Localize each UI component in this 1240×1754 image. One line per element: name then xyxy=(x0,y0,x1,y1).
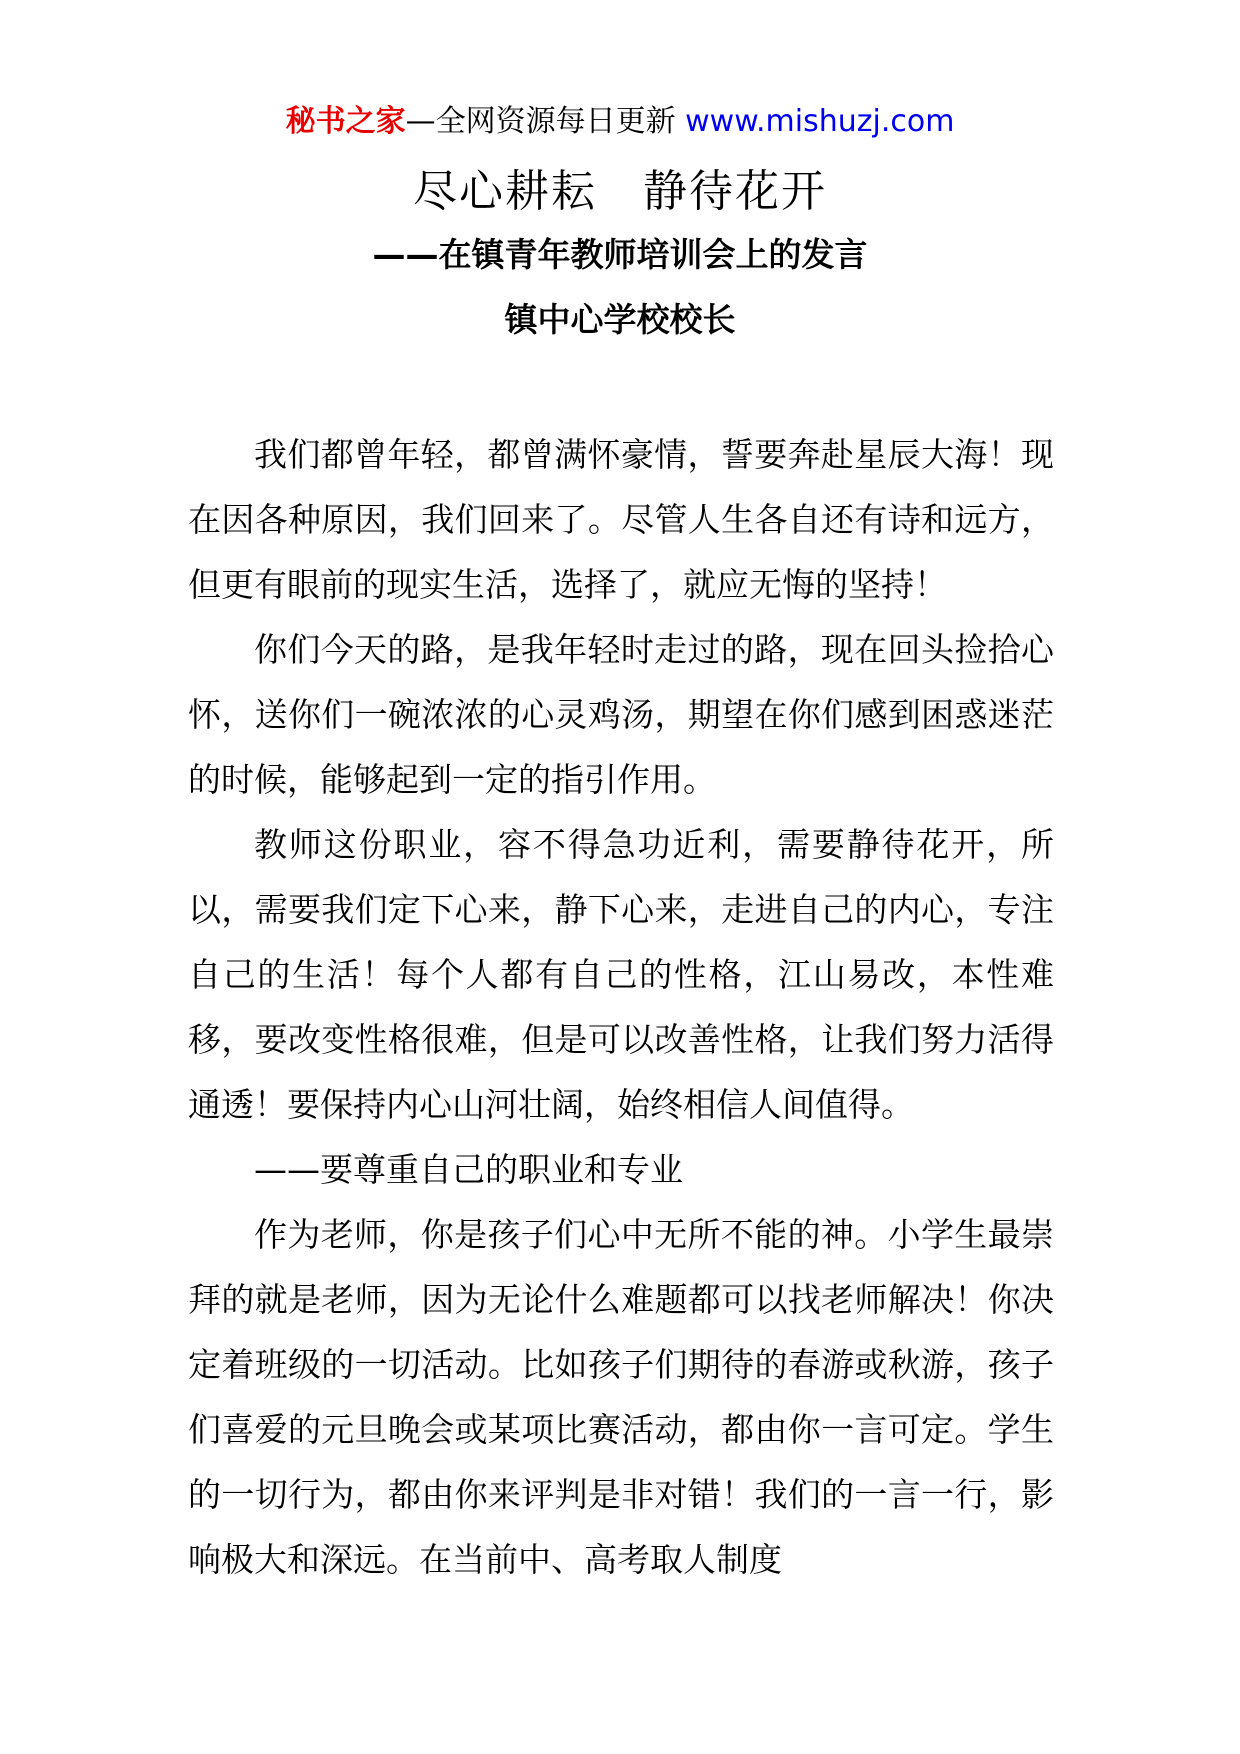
document-title: 尽心耕耘 静待花开 xyxy=(413,166,827,217)
site-tagline: —全网资源每日更新 xyxy=(405,104,676,139)
paragraph-2: 你们今天的路，是我年轻时走过的路，现在回头捡拾心怀，送你们一碗浓浓的心灵鸡汤，期望在你们感到困惑迷茫的时候，能够起到一定的指引作用。 xyxy=(188,630,1054,799)
paragraph-1: 我们都曾年轻，都曾满怀豪情，誓要奔赴星辰大海！现在因各种原因，我们回来了。尽管人生各自还有诗和远方，但更有眼前的现实生活，选择了，就应无悔的坚持！ xyxy=(188,435,1054,604)
document-body xyxy=(188,422,1054,1592)
document-subtitle: ——在镇青年教师培训会上的发言 xyxy=(372,235,868,274)
paragraph-4: 作为老师，你是孩子们心中无所不能的神。小学生最崇拜的就是老师，因为无论什么难题都可以找老师解决！你决定着班级的一切活动。比如孩子们期待的春游或秋游，孩子们喜爱的元旦晚会或某项比赛活动，都由你一言可定。学生的一切行为，都由你来评判是非对错！我们的一言一行，影响极大和深远。在当前中、高考取人制度 xyxy=(188,1215,1054,1579)
site-url-link[interactable]: www.mishuzj.com xyxy=(685,104,955,139)
paragraph-3: 教师这份职业，容不得急功近利，需要静待花开，所以，需要我们定下心来，静下心来，走进自己的内心，专注自己的生活！每个人都有自己的性格，江山易改，本性难移，要改变性格很难，但是可以改善性格，让我们努力活得通透！要保持内心山河壮阔，始终相信人间值得。 xyxy=(188,825,1054,1124)
document-author: 镇中心学校校长 xyxy=(504,300,736,339)
site-header xyxy=(0,100,1240,144)
brand-name: 秘书之家 xyxy=(285,104,406,139)
section-heading: ——要尊重自己的职业和专业 xyxy=(254,1150,683,1189)
